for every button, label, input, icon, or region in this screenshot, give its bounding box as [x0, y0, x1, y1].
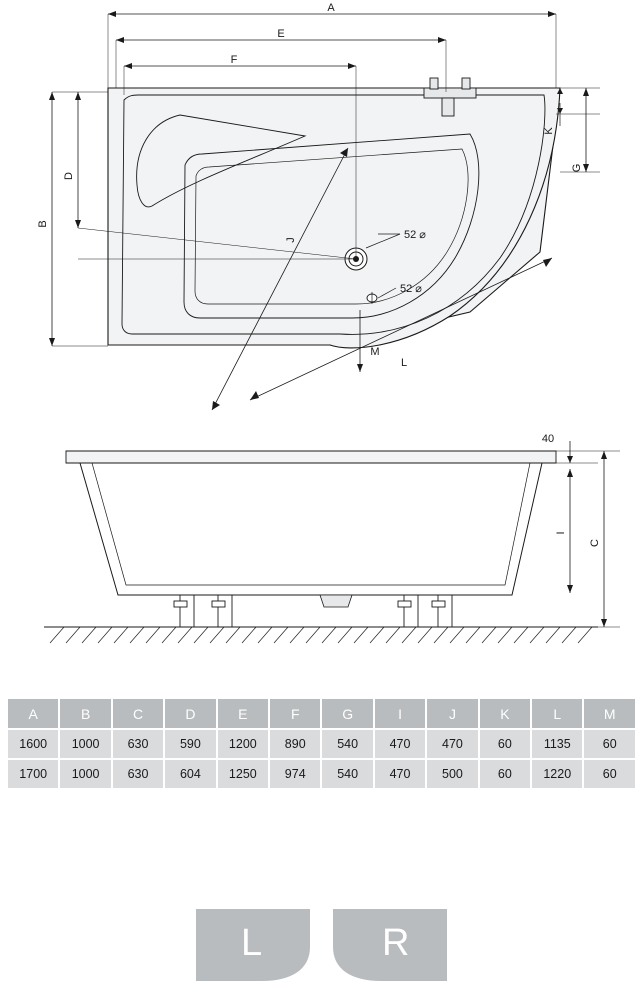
variant-badges [0, 905, 643, 985]
drain-diameter-label-2: 52 ⌀ [400, 283, 422, 295]
label-M: M [370, 346, 380, 358]
label-B: B [37, 220, 49, 228]
cell-r0-L: 1135 [532, 730, 582, 758]
cell-r1-A: 1700 [8, 760, 58, 788]
col-header-M: M [584, 699, 635, 728]
cell-r1-M: 60 [584, 760, 635, 788]
label-D: D [63, 172, 75, 180]
label-rim-thickness: 40 [541, 433, 555, 445]
table-header-row [8, 699, 635, 728]
cell-r0-I: 470 [375, 730, 425, 758]
col-header-G: G [322, 699, 372, 728]
faucet-handle-left [430, 78, 438, 89]
dimension-table [6, 697, 637, 790]
cell-r1-F: 974 [270, 760, 320, 788]
label-E: E [277, 28, 285, 40]
side-body [80, 463, 542, 595]
label-F: F [230, 54, 238, 66]
variant-left-label: L [241, 922, 263, 964]
side-drain-nub [320, 595, 352, 607]
floor-hatching [50, 627, 592, 643]
support-legs [174, 595, 452, 627]
cell-r0-A: 1600 [8, 730, 58, 758]
cell-r1-B: 1000 [60, 760, 110, 788]
label-G: G [571, 163, 583, 173]
cell-r0-F: 890 [270, 730, 320, 758]
cell-r0-B: 1000 [60, 730, 110, 758]
label-J: J [285, 237, 297, 243]
cell-r0-C: 630 [113, 730, 163, 758]
cell-r1-L: 1220 [532, 760, 582, 788]
label-K: K [543, 127, 555, 135]
side-rim [66, 451, 556, 463]
col-header-K: K [480, 699, 530, 728]
cell-r0-J: 470 [427, 730, 477, 758]
col-header-B: B [60, 699, 110, 728]
col-header-D: D [165, 699, 215, 728]
col-header-L: L [532, 699, 582, 728]
cell-r1-D: 604 [165, 760, 215, 788]
cell-r0-M: 60 [584, 730, 635, 758]
faucet-plate [424, 88, 476, 98]
label-I: I [555, 531, 567, 535]
col-header-J: J [427, 699, 477, 728]
cell-r1-G: 540 [322, 760, 372, 788]
col-header-A: A [8, 699, 58, 728]
variant-right-label: R [382, 922, 410, 964]
col-header-C: C [113, 699, 163, 728]
col-header-E: E [218, 699, 268, 728]
cell-r0-K: 60 [480, 730, 530, 758]
faucet-handle-right [462, 78, 470, 89]
top-view-diagram [0, 0, 643, 430]
label-C: C [589, 539, 601, 547]
faucet-spout [442, 98, 454, 116]
label-A: A [327, 2, 335, 14]
cell-r1-I: 470 [375, 760, 425, 788]
drain-diameter-label-1: 52 ⌀ [404, 229, 426, 241]
col-header-F: F [270, 699, 320, 728]
cell-r1-J: 500 [427, 760, 477, 788]
cell-r0-D: 590 [165, 730, 215, 758]
cell-r1-C: 630 [113, 760, 163, 788]
cell-r1-K: 60 [480, 760, 530, 788]
table-row [8, 730, 635, 758]
table-row [8, 760, 635, 788]
cell-r1-E: 1250 [218, 760, 268, 788]
cell-r0-E: 1200 [218, 730, 268, 758]
cell-r0-G: 540 [322, 730, 372, 758]
col-header-I: I [375, 699, 425, 728]
side-view-diagram [0, 425, 643, 665]
label-L: L [400, 357, 408, 369]
